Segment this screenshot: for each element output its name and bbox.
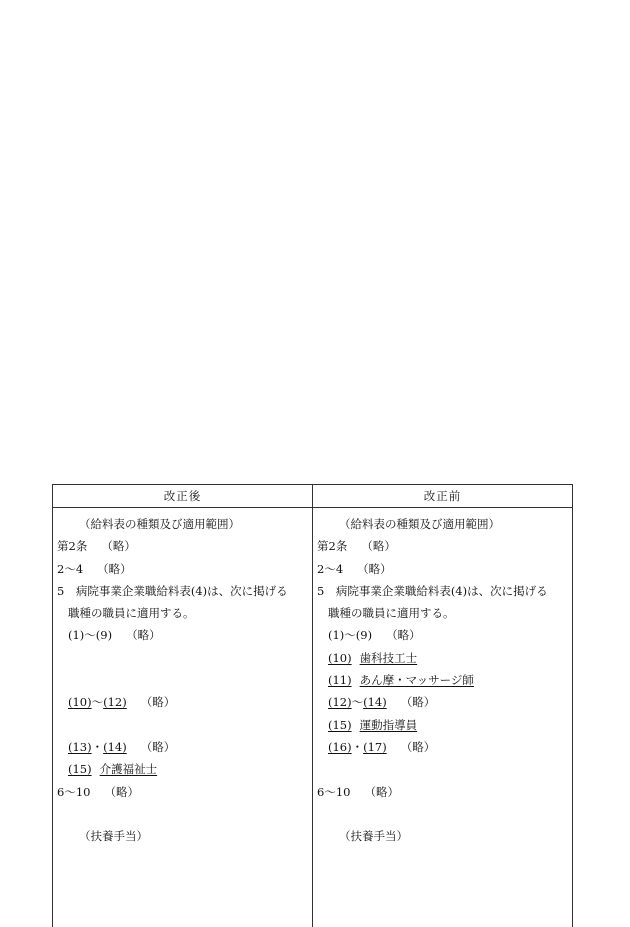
right-items-1-9-note: （略）	[386, 628, 421, 642]
right-item-11-line	[317, 669, 568, 691]
left-para-6-10-line	[57, 781, 308, 803]
left-items-13-14-line	[57, 736, 308, 758]
after-revision-column	[53, 508, 313, 927]
left-items-10-12-sep: ～	[92, 695, 104, 709]
left-blank-line	[57, 647, 308, 669]
right-item-16: (16)	[328, 740, 352, 754]
right-item-10-label: 歯科技工士	[360, 651, 418, 665]
right-items-12-14-sep: ～	[352, 695, 364, 709]
right-blank-line	[317, 803, 568, 825]
header-before-revision: 改正前	[313, 485, 573, 508]
left-para-6-10: 6～10	[57, 785, 90, 799]
right-item-11-num: (11)	[328, 673, 352, 687]
right-article-note: （略）	[361, 539, 396, 553]
right-item-10-line	[317, 647, 568, 669]
left-para5-line2: 職種の職員に適用する。	[57, 602, 308, 624]
right-para-6-10-line	[317, 781, 568, 803]
left-article: 第2条	[57, 539, 87, 553]
left-item-14: (14)	[103, 740, 127, 754]
left-section-heading: （給料表の種類及び適用範囲）	[57, 513, 308, 535]
right-para-2-4-line	[317, 558, 568, 580]
left-para-2-4-note: （略）	[97, 562, 132, 576]
right-item-14: (14)	[363, 695, 387, 709]
right-article: 第2条	[317, 539, 347, 553]
left-blank-line	[57, 803, 308, 825]
right-items-1-9-line	[317, 624, 568, 646]
body-row	[53, 508, 573, 927]
right-section-heading: （給料表の種類及び適用範囲）	[317, 513, 568, 535]
left-item-13: (13)	[68, 740, 92, 754]
left-items-13-14-sep: ・	[92, 740, 104, 754]
right-blank-line	[317, 758, 568, 780]
right-item-17: (17)	[363, 740, 387, 754]
left-items-10-12-note: （略）	[141, 695, 176, 709]
left-items-1-9-line	[57, 624, 308, 646]
left-item-15-line	[57, 758, 308, 780]
left-items-1-9-note: （略）	[126, 628, 161, 642]
left-item-12: (12)	[103, 695, 127, 709]
right-items-12-14-note: （略）	[401, 695, 436, 709]
right-para-6-10-note: （略）	[364, 785, 399, 799]
left-blank-line	[57, 669, 308, 691]
right-item-15-label: 運動指導員	[360, 718, 418, 732]
left-blank-line	[57, 714, 308, 736]
left-para-2-4: 2～4	[57, 562, 83, 576]
left-article-note: （略）	[101, 539, 136, 553]
left-article-line	[57, 535, 308, 557]
right-item-11-label: あん摩・マッサージ師	[360, 673, 474, 687]
left-item-15-label: 介護福祉士	[100, 762, 158, 776]
right-article-line	[317, 535, 568, 557]
left-para5-line1: 5 病院事業企業職給料表(4)は、次に掲げる	[57, 580, 308, 602]
before-revision-column	[313, 508, 573, 927]
left-item-15-num: (15)	[68, 762, 92, 776]
left-para-2-4-line	[57, 558, 308, 580]
right-para-2-4: 2～4	[317, 562, 343, 576]
left-items-13-14-note: （略）	[141, 740, 176, 754]
left-next-heading: （扶養手当）	[57, 825, 308, 847]
right-item-15-num: (15)	[328, 718, 352, 732]
right-items-16-17-sep: ・	[352, 740, 364, 754]
right-para5-line2: 職種の職員に適用する。	[317, 602, 568, 624]
left-items-10-12-line	[57, 691, 308, 713]
right-item-12: (12)	[328, 695, 352, 709]
right-para-6-10: 6～10	[317, 785, 350, 799]
left-para-6-10-note: （略）	[104, 785, 139, 799]
right-item-10-num: (10)	[328, 651, 352, 665]
right-para-2-4-note: （略）	[357, 562, 392, 576]
right-items-12-14-line	[317, 691, 568, 713]
left-items-1-9: (1)～(9)	[68, 628, 112, 642]
left-item-10: (10)	[68, 695, 92, 709]
header-after-revision: 改正後	[53, 485, 313, 508]
header-row	[53, 485, 573, 508]
right-items-1-9: (1)～(9)	[328, 628, 372, 642]
right-item-15-line	[317, 714, 568, 736]
right-items-16-17-line	[317, 736, 568, 758]
right-items-16-17-note: （略）	[401, 740, 436, 754]
right-para5-line1: 5 病院事業企業職給料表(4)は、次に掲げる	[317, 580, 568, 602]
right-next-heading: （扶養手当）	[317, 825, 568, 847]
comparison-table	[52, 484, 573, 927]
